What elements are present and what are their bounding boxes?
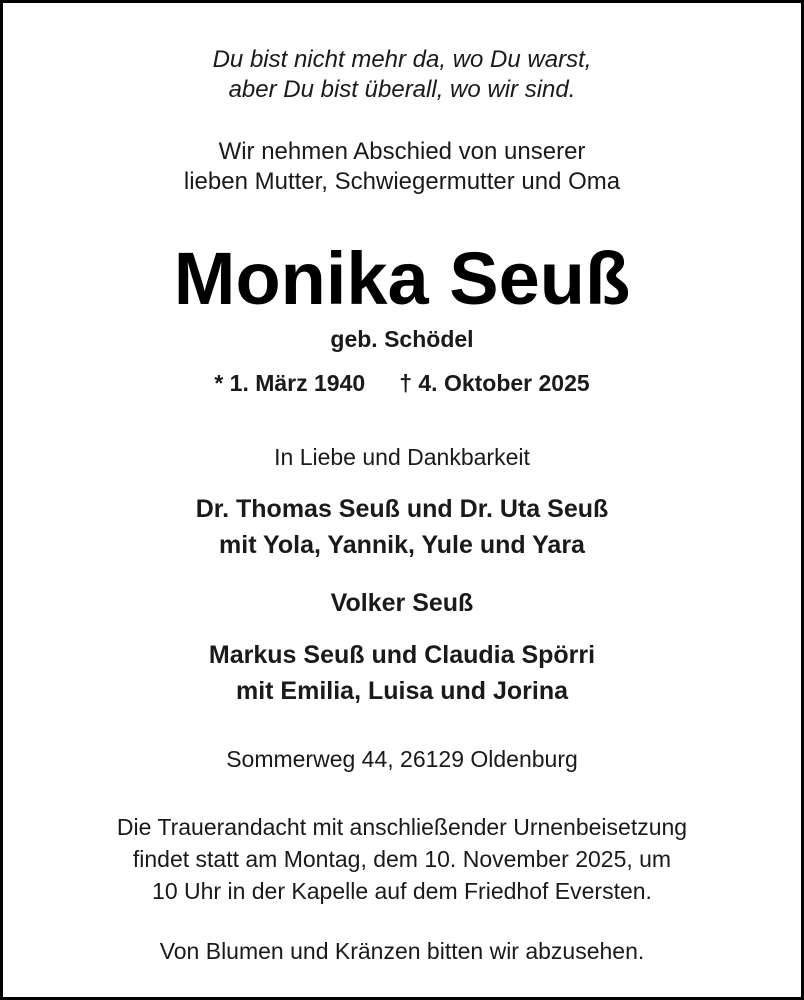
quote-line-2: aber Du bist überall, wo wir sind. bbox=[228, 76, 576, 103]
family-group-1 bbox=[3, 491, 801, 563]
birth-name: geb. Schödel bbox=[330, 326, 474, 352]
quote-line-1: Du bist nicht mehr da, wo Du warst, bbox=[212, 46, 592, 73]
family-group-1-line-1: Dr. Thomas Seuß und Dr. Uta Seuß bbox=[195, 495, 609, 523]
service-line-2: findet statt am Montag, dem 10. November 2025, um bbox=[132, 846, 672, 872]
life-dates bbox=[3, 369, 801, 397]
thanks-line: In Liebe und Dankbarkeit bbox=[274, 444, 530, 470]
family-group-1-line-2: mit Yola, Yannik, Yule und Yara bbox=[219, 531, 585, 559]
family-address: Sommerweg 44, 26129 Oldenburg bbox=[226, 746, 578, 772]
birth-date: * 1. März 1940 bbox=[214, 370, 366, 396]
intro-line-2: lieben Mutter, Schwiegermutter und Oma bbox=[183, 168, 621, 195]
closing-request: Von Blumen und Kränzen bitten wir abzusehen. bbox=[159, 938, 645, 964]
family-group-2-line-1: Volker Seuß bbox=[330, 589, 474, 617]
farewell-intro bbox=[3, 137, 801, 197]
family-group-3-line-2: mit Emilia, Luisa und Jorina bbox=[235, 677, 568, 705]
service-line-1: Die Trauerandacht mit anschließender Urnenbeisetzung bbox=[116, 814, 688, 840]
family-group-3 bbox=[3, 637, 801, 709]
memorial-quote bbox=[3, 45, 801, 105]
service-line-3: 10 Uhr in der Kapelle auf dem Friedhof Eversten. bbox=[152, 878, 652, 904]
service-details bbox=[3, 811, 801, 907]
family-group-2 bbox=[3, 585, 801, 621]
deceased-name: Monika Seuß bbox=[173, 237, 631, 320]
death-date: † 4. Oktober 2025 bbox=[399, 370, 590, 396]
intro-line-1: Wir nehmen Abschied von unserer bbox=[218, 138, 586, 165]
family-group-3-line-1: Markus Seuß und Claudia Spörri bbox=[208, 641, 596, 669]
